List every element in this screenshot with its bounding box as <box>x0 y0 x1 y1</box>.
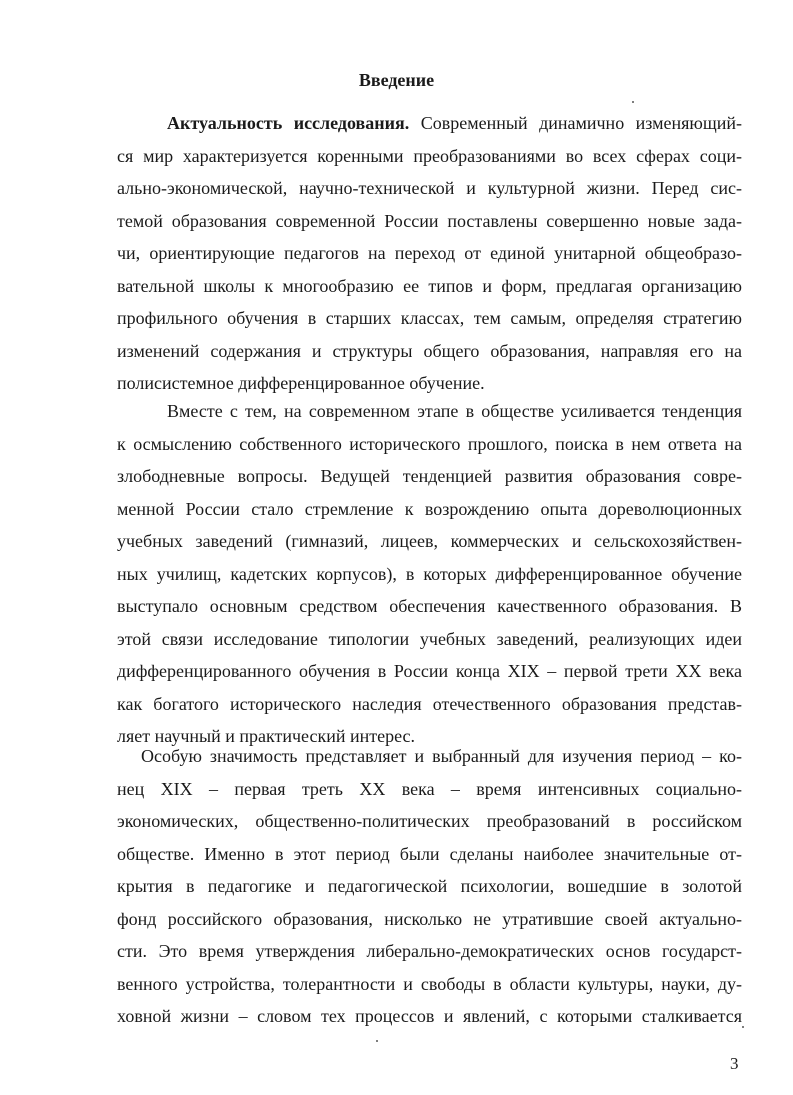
paragraph-line: выступало основным средством обеспечения качественного образования. В <box>117 596 742 616</box>
paragraph-line: как богатого исторического наследия отечественного образования представ- <box>117 693 742 714</box>
paragraph-line: ся мир характеризуется коренными преобразованиями во всех сферах соци- <box>117 145 742 166</box>
paragraph-line: темой образования современной России поставлены совершенно новые зада- <box>117 210 742 231</box>
paragraph-line: Вместе с тем, на современном этапе в обществе усиливается тенденция <box>167 401 742 421</box>
paragraph-line: сти. Это время утверждения либерально-демократических основ государст- <box>117 941 742 961</box>
paragraph-line: ально-экономической, научно-технической и культурной жизни. Перед сис- <box>117 178 742 198</box>
scan-speck <box>376 1040 378 1042</box>
scan-speck <box>632 101 634 103</box>
paragraph-period-significance <box>117 740 742 1033</box>
paragraph-line: профильного обучения в старших классах, тем самым, определяя стратегию <box>117 308 742 328</box>
paragraph-line: дифференцированного обучения в России конца XIX – первой трети XX века <box>117 661 742 681</box>
scan-speck <box>742 1026 744 1028</box>
paragraph-line: ховной жизни – словом тех процессов и явлений, с которыми сталкивается <box>117 1006 742 1026</box>
lead-phrase: Актуальность исследования. <box>167 113 410 133</box>
paragraph-line: вательной школы к многообразию ее типов и форм, предлагая организацию <box>117 275 742 296</box>
paragraph-line: менной России стало стремление к возрождению опыта дореволюционных <box>117 498 742 519</box>
paragraph-line: Особую значимость представляет и выбранный для изучения период – ко- <box>141 746 742 766</box>
paragraph-line: полисистемное дифференцированное обучение. <box>117 373 485 393</box>
paragraph-line: крытия в педагогике и педагогической психологии, вошедшие в золотой <box>117 876 742 896</box>
paragraph-line: экономических, общественно-политических преобразований в российском <box>117 811 742 831</box>
paragraph-line: фонд российского образования, нисколько не утратившие своей актуально- <box>117 908 742 929</box>
paragraph-line: ных училищ, кадетских корпусов), в которых дифференцированное обучение <box>117 563 742 584</box>
paragraph-line: ляет научный и практический интерес. <box>117 726 416 746</box>
paragraph-historical-context <box>117 395 742 753</box>
paragraph-line: венного устройства, толерантности и свободы в области культуры, науки, ду- <box>117 973 742 994</box>
section-heading: Введение <box>358 70 435 90</box>
paragraph-line: Актуальность исследования. Современный динамично изменяющий- <box>167 113 742 133</box>
paragraph-line: к осмыслению собственного исторического прошлого, поиска в нем ответа на <box>117 433 742 454</box>
paragraph-line: этой связи исследование типологии учебных заведений, реализующих идеи <box>117 628 742 649</box>
paragraph-relevance <box>117 107 742 400</box>
paragraph-line: нец XIX – первая треть XX века – время интенсивных социально- <box>117 778 742 799</box>
paragraph-line: обществе. Именно в этот период были сделаны наиболее значительные от- <box>117 843 742 864</box>
paragraph-line: злободневные вопросы. Ведущей тенденцией развития образования совре- <box>117 466 742 486</box>
page-number: 3 <box>730 1054 739 1073</box>
paragraph-line: учебных заведений (гимназий, лицеев, коммерческих и сельскохозяйствен- <box>117 531 742 551</box>
paragraph-line: чи, ориентирующие педагогов на переход от единой унитарной общеобразо- <box>117 243 742 263</box>
paragraph-line: изменений содержания и структуры общего образования, направляя его на <box>117 340 742 361</box>
